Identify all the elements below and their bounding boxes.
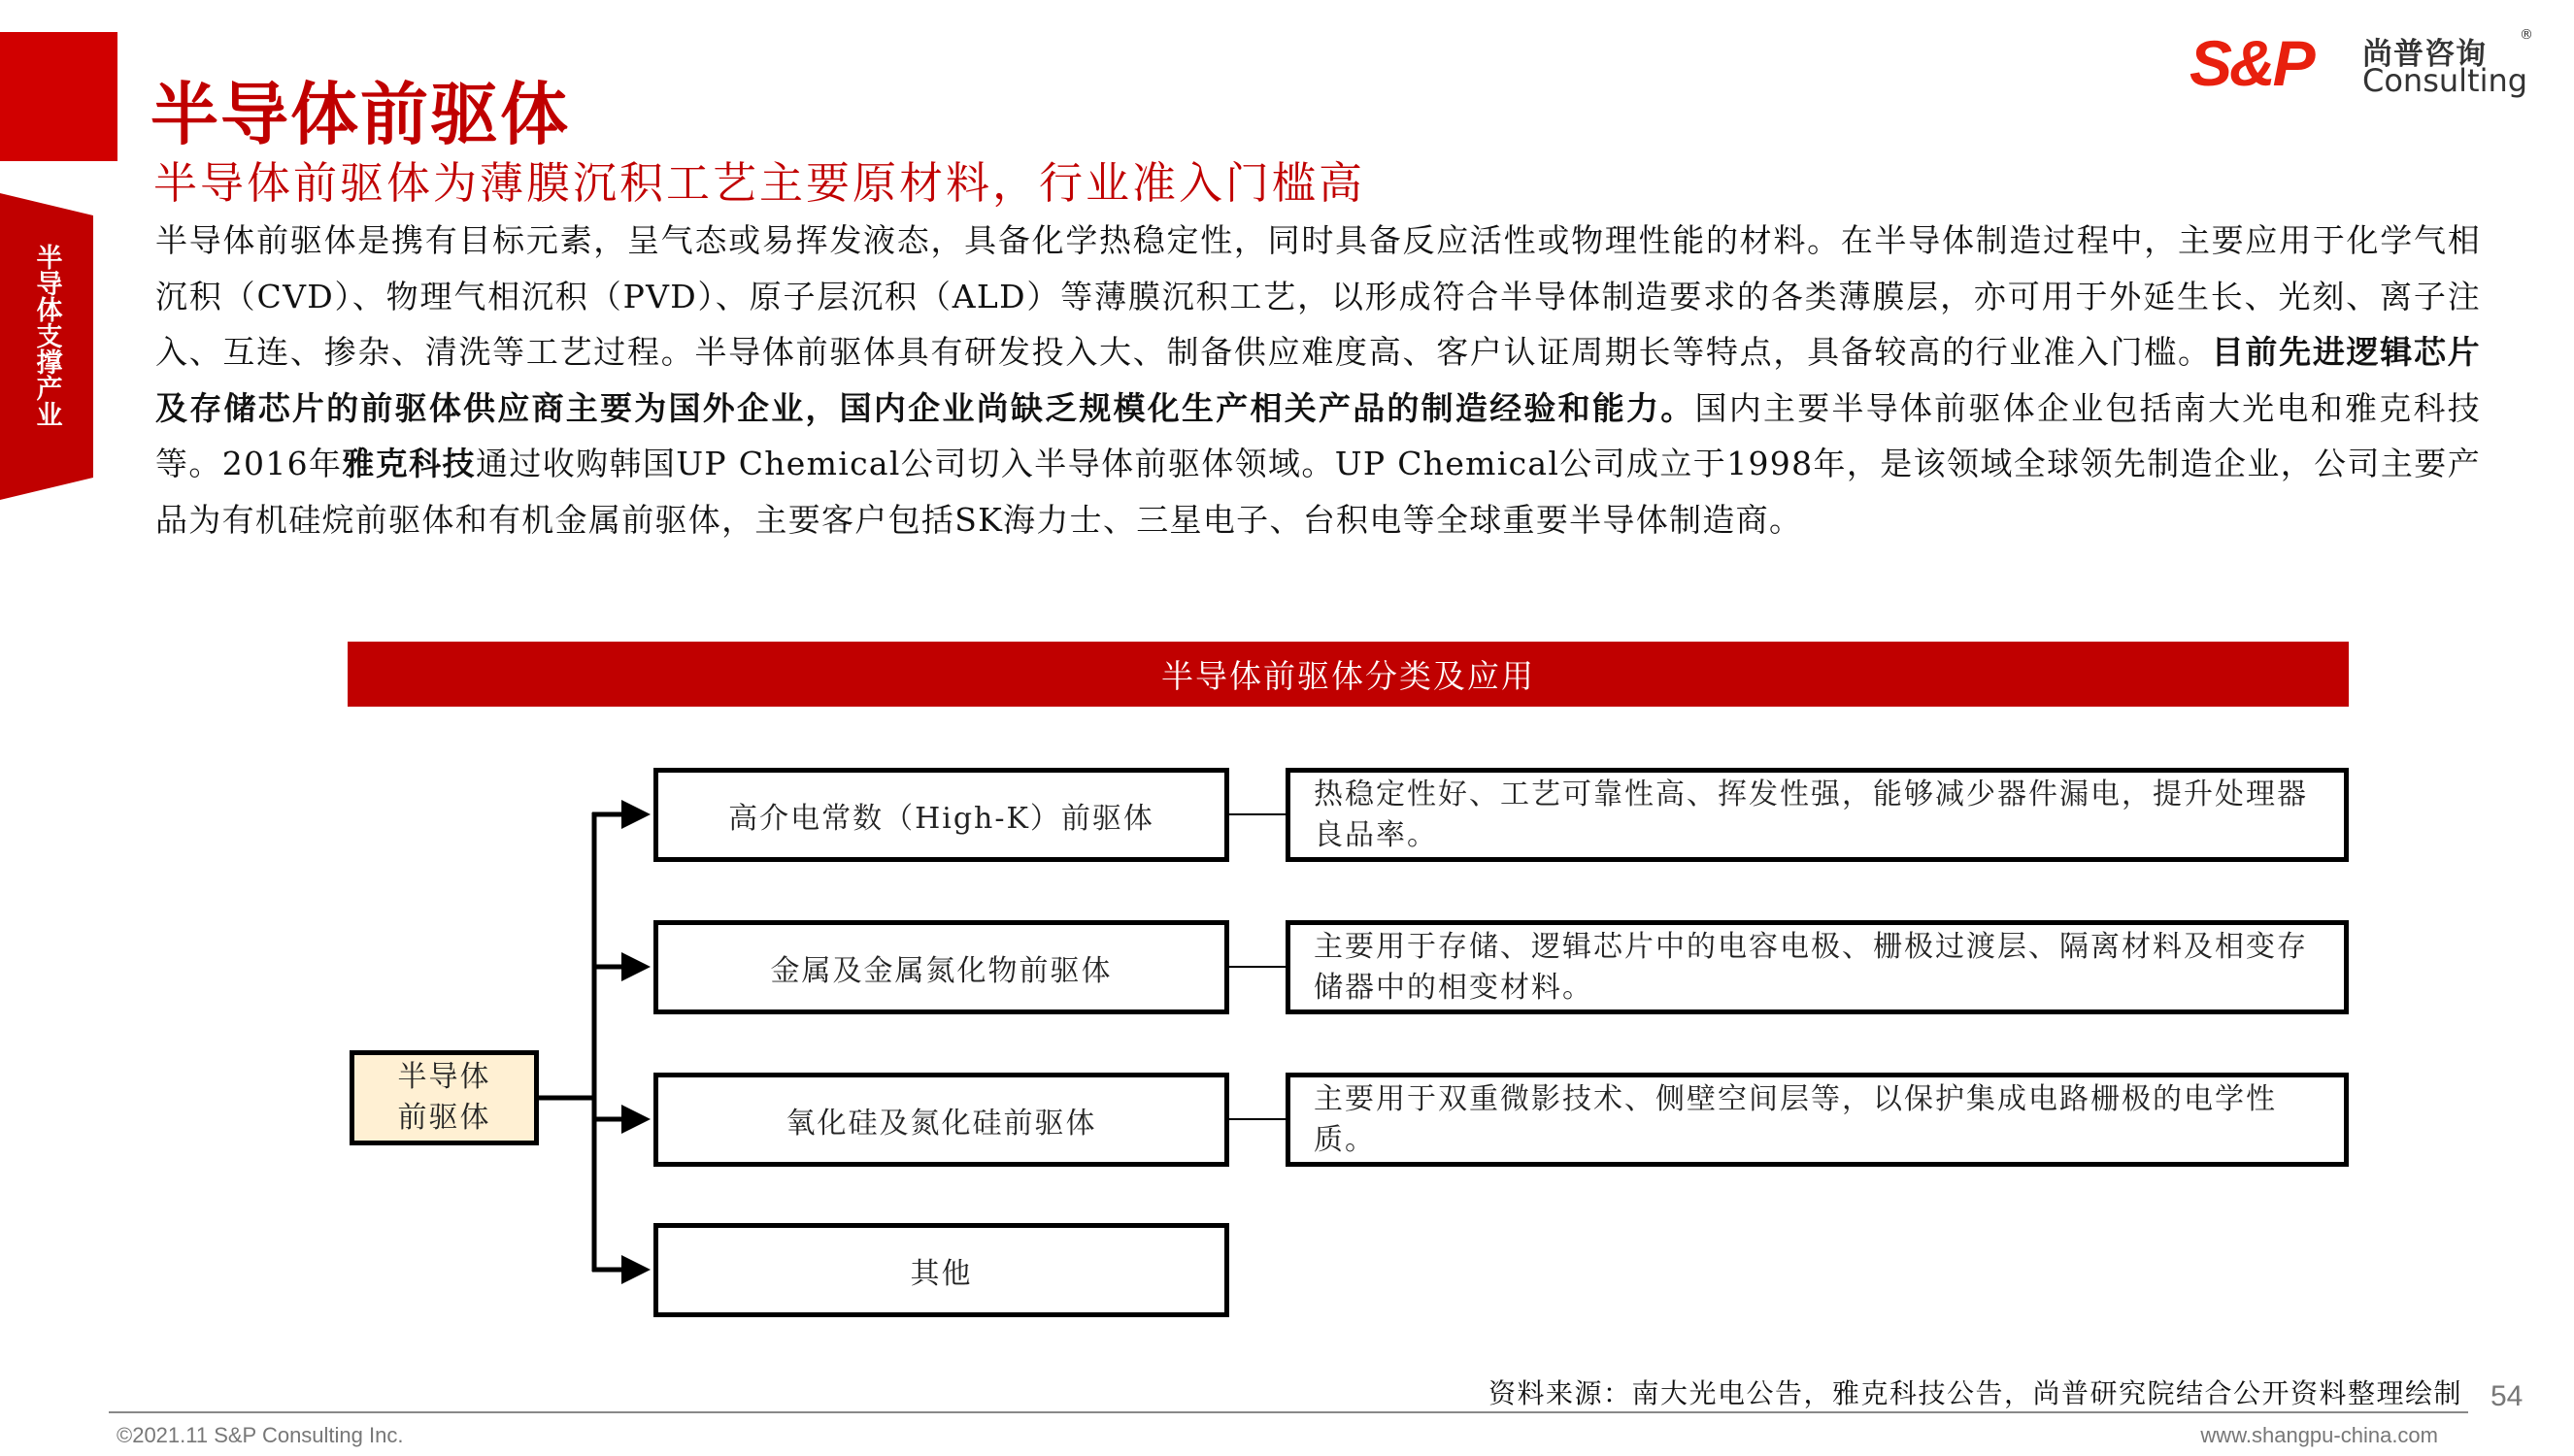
description-node: 主要用于双重微影技术、侧壁空间层等，以保护集成电路栅极的电学性质。	[1286, 1073, 2349, 1167]
root-node-line: 半导体	[397, 1060, 491, 1094]
page-title: 半导体前驱体	[150, 74, 570, 154]
paragraph-segment: 通过收购韩国UP Chemical公司切入半导体前驱体领域。UP Chemical公司成立于1998年，是该领域全球领先制造企业，公司主要产品为有机硅烷前驱体和有机金属前驱体，主要客户包括SK海力士、三星电子、台积电等全球重要半导体制造商。	[155, 445, 2481, 539]
logo-chinese-name: 尚普咨询	[2362, 37, 2487, 72]
category-node: 金属及金属氮化物前驱体	[653, 920, 1229, 1014]
page-subtitle: 半导体前驱体为薄膜沉积工艺主要原材料，行业准入门槛高	[153, 157, 1366, 209]
copyright-text: ©2021.11 S&P Consulting Inc.	[117, 1423, 404, 1447]
paragraph-segment: 半导体前驱体是携有目标元素，呈气态或易挥发液态，具备化学热稳定性，同时具备反应活性或物理性能的材料。在半导体制造过程中，主要应用于化学气相沉积（CVD）、物理气相沉积（PVD）、原子层沉积（ALD）等薄膜沉积工艺，以形成符合半导体制造要求的各类薄膜层，亦可用于外延生长、光刻、离子注入、互连、掺杂、清洗等工艺过程。半导体前驱体具有研发投入大、制备供应难度高、客户认证周期长等特点，具备较高的行业准入门槛。	[155, 221, 2481, 371]
website-link[interactable]: www.shangpu-china.com	[2200, 1423, 2438, 1447]
side-tab-label: 半导体支撑产业	[31, 244, 62, 427]
root-node	[350, 1050, 539, 1145]
paragraph-segment: 国内主要半导体前驱体企业包括南大光电和雅克科技等。2016年	[155, 388, 2481, 482]
source-note: 资料来源：南大光电公告，雅克科技公告，尚普研究院结合公开资料整理绘制	[1488, 1377, 2462, 1409]
description-node: 主要用于存储、逻辑芯片中的电容电极、栅极过渡层、隔离材料及相变存储器中的相变材料。	[1286, 920, 2349, 1014]
diagram-banner: 半导体前驱体分类及应用	[348, 642, 2349, 707]
page-number: 54	[2490, 1380, 2524, 1412]
footer-divider	[109, 1411, 2468, 1413]
category-node: 高介电常数（High-K）前驱体	[653, 768, 1229, 862]
paragraph-segment-bold: 目前先进逻辑芯片及存储芯片的前驱体供应商主要为国外企业，国内企业尚缺乏规模化生产相关产品的制造经验和能力。	[155, 333, 2481, 427]
paragraph-segment-bold: 雅克科技	[342, 445, 476, 482]
section-side-tab[interactable]	[0, 193, 93, 500]
root-node-line: 前驱体	[397, 1101, 491, 1135]
logo-mark: S&P	[2190, 27, 2313, 99]
description-node: 热稳定性好、工艺可靠性高、挥发性强，能够减少器件漏电，提升处理器良品率。	[1286, 768, 2349, 862]
intro-paragraph	[155, 213, 2481, 547]
company-logo	[2190, 27, 2539, 103]
header-accent-block	[0, 32, 117, 161]
registered-mark-icon: ®	[2520, 27, 2533, 43]
category-node: 氧化硅及氮化硅前驱体	[653, 1073, 1229, 1167]
category-node: 其他	[653, 1223, 1229, 1317]
logo-english-name: Consulting	[2362, 62, 2528, 99]
